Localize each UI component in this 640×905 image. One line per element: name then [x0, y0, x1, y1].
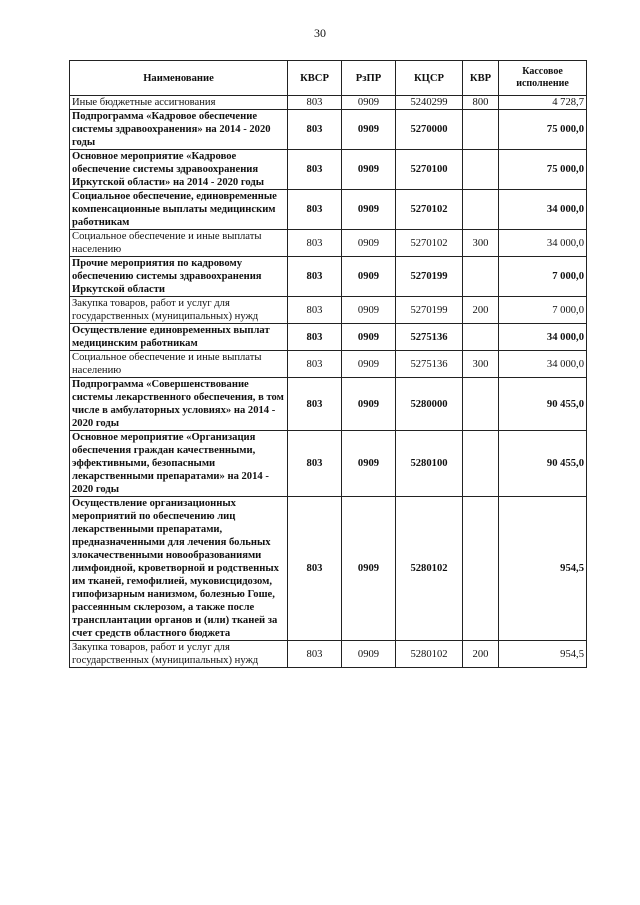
- cell-kvr: 200: [463, 297, 499, 324]
- cell-kvsr: 803: [288, 431, 342, 497]
- cell-kvsr: 803: [288, 150, 342, 190]
- cell-kvr: [463, 257, 499, 297]
- header-kvr: КВР: [463, 61, 499, 96]
- cell-kvsr: 803: [288, 497, 342, 641]
- cell-name: Основное мероприятие «Организация обеспечения граждан качественными, эффективными, безопасными лекарственными препаратами» на 2014 - 2020 годы: [70, 431, 288, 497]
- table-row: [70, 230, 587, 257]
- cell-kvr: 300: [463, 351, 499, 378]
- cell-kvr: 300: [463, 230, 499, 257]
- cell-amount: 34 000,0: [499, 190, 587, 230]
- cell-kvsr: 803: [288, 257, 342, 297]
- table-row: [70, 150, 587, 190]
- cell-kvsr: 803: [288, 351, 342, 378]
- cell-kcsr: 5270199: [396, 257, 463, 297]
- cell-rzpr: 0909: [342, 378, 396, 431]
- cell-kvsr: 803: [288, 230, 342, 257]
- cell-kvr: [463, 110, 499, 150]
- table-row: [70, 96, 587, 110]
- cell-kvr: [463, 150, 499, 190]
- cell-rzpr: 0909: [342, 641, 396, 668]
- table-header-row: [70, 61, 587, 96]
- cell-kvr: 800: [463, 96, 499, 110]
- cell-rzpr: 0909: [342, 190, 396, 230]
- cell-amount: 75 000,0: [499, 150, 587, 190]
- table-row: [70, 257, 587, 297]
- cell-kcsr: 5270102: [396, 230, 463, 257]
- cell-kvsr: 803: [288, 190, 342, 230]
- cell-rzpr: 0909: [342, 230, 396, 257]
- cell-rzpr: 0909: [342, 351, 396, 378]
- cell-kvsr: 803: [288, 641, 342, 668]
- header-kcsr: КЦСР: [396, 61, 463, 96]
- cell-kcsr: 5275136: [396, 324, 463, 351]
- cell-kvr: [463, 431, 499, 497]
- cell-amount: 954,5: [499, 641, 587, 668]
- cell-amount: 7 000,0: [499, 257, 587, 297]
- cell-rzpr: 0909: [342, 257, 396, 297]
- cell-rzpr: 0909: [342, 297, 396, 324]
- cell-amount: 90 455,0: [499, 431, 587, 497]
- cell-kvr: 200: [463, 641, 499, 668]
- cell-name: Иные бюджетные ассигнования: [70, 96, 288, 110]
- cell-rzpr: 0909: [342, 96, 396, 110]
- cell-kcsr: 5280000: [396, 378, 463, 431]
- cell-amount: 75 000,0: [499, 110, 587, 150]
- cell-kvsr: 803: [288, 297, 342, 324]
- cell-kvr: [463, 378, 499, 431]
- cell-rzpr: 0909: [342, 324, 396, 351]
- cell-kcsr: 5270102: [396, 190, 463, 230]
- cell-kvsr: 803: [288, 110, 342, 150]
- cell-kcsr: 5275136: [396, 351, 463, 378]
- cell-kvsr: 803: [288, 324, 342, 351]
- cell-rzpr: 0909: [342, 431, 396, 497]
- cell-kcsr: 5280102: [396, 641, 463, 668]
- table-row: [70, 378, 587, 431]
- cell-kvr: [463, 324, 499, 351]
- cell-name: Основное мероприятие «Кадровое обеспечение системы здравоохранения Иркутской области» на 2014 - 2020 годы: [70, 150, 288, 190]
- cell-amount: 34 000,0: [499, 351, 587, 378]
- cell-name: Прочие мероприятия по кадровому обеспечению системы здравоохранения Иркутской области: [70, 257, 288, 297]
- cell-kcsr: 5270000: [396, 110, 463, 150]
- cell-name: Социальное обеспечение и иные выплаты населению: [70, 351, 288, 378]
- table-row: [70, 431, 587, 497]
- cell-rzpr: 0909: [342, 150, 396, 190]
- cell-amount: 4 728,7: [499, 96, 587, 110]
- cell-rzpr: 0909: [342, 110, 396, 150]
- cell-kcsr: 5240299: [396, 96, 463, 110]
- cell-kcsr: 5280102: [396, 497, 463, 641]
- cell-kvsr: 803: [288, 96, 342, 110]
- table-row: [70, 297, 587, 324]
- cell-amount: 954,5: [499, 497, 587, 641]
- cell-amount: 90 455,0: [499, 378, 587, 431]
- cell-kcsr: 5280100: [396, 431, 463, 497]
- cell-rzpr: 0909: [342, 497, 396, 641]
- cell-name: Закупка товаров, работ и услуг для государственных (муниципальных) нужд: [70, 641, 288, 668]
- cell-name: Осуществление организационных мероприятий по обеспечению лиц лекарственными препаратами, предназначенными для лечения больных злокачественными новообразованиями лимфоидной, кроветворной и родственных им тканей, гемофилией, муковисцидозом, гипофизарным нанизмом, болезнью Гоше, рассеянным склерозом, а также после трансплантации органов и (или) тканей за счет средств областного бюджета: [70, 497, 288, 641]
- cell-name: Подпрограмма «Кадровое обеспечение системы здравоохранения» на 2014 - 2020 годы: [70, 110, 288, 150]
- table-row: [70, 351, 587, 378]
- cell-name: Закупка товаров, работ и услуг для государственных (муниципальных) нужд: [70, 297, 288, 324]
- cell-kvsr: 803: [288, 378, 342, 431]
- cell-amount: 34 000,0: [499, 324, 587, 351]
- budget-execution-table: [69, 60, 587, 668]
- cell-kvr: [463, 497, 499, 641]
- cell-name: Социальное обеспечение и иные выплаты населению: [70, 230, 288, 257]
- cell-name: Социальное обеспечение, единовременные компенсационные выплаты медицинским работникам: [70, 190, 288, 230]
- cell-kcsr: 5270100: [396, 150, 463, 190]
- table-row: [70, 641, 587, 668]
- cell-kvr: [463, 190, 499, 230]
- table-row: [70, 497, 587, 641]
- header-kvsr: КВСР: [288, 61, 342, 96]
- table-row: [70, 190, 587, 230]
- page-number: 30: [314, 26, 326, 40]
- table-row: [70, 110, 587, 150]
- table-row: [70, 324, 587, 351]
- cell-amount: 34 000,0: [499, 230, 587, 257]
- header-cash-execution: Кассовое исполнение: [499, 61, 587, 96]
- cell-name: Осуществление единовременных выплат медицинским работникам: [70, 324, 288, 351]
- header-rzpr: РзПР: [342, 61, 396, 96]
- cell-amount: 7 000,0: [499, 297, 587, 324]
- cell-kcsr: 5270199: [396, 297, 463, 324]
- header-name: Наименование: [70, 61, 288, 96]
- cell-name: Подпрограмма «Совершенствование системы лекарственного обеспечения, в том числе в амбулаторных условиях» на 2014 - 2020 годы: [70, 378, 288, 431]
